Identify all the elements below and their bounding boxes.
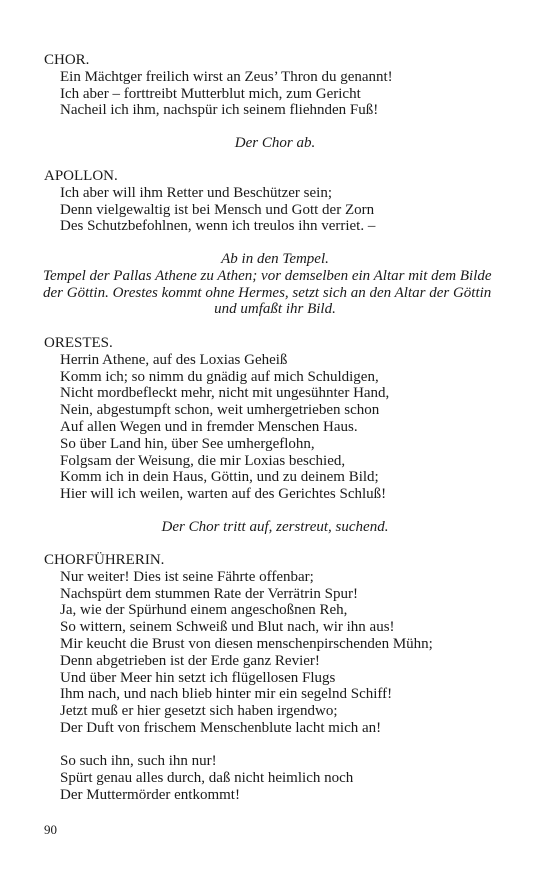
stage-direction: Der Chor tritt auf, zerstreut, suchend. xyxy=(161,519,389,535)
stage-direction-block xyxy=(44,251,506,318)
verse-line: Hier will ich weilen, warten auf des Gerichtes Schluß! xyxy=(60,486,387,503)
verse-line: Komm ich; so nimm du gnädig auf mich Schuldigen, xyxy=(60,368,379,385)
verse-line: Denn vielgewaltig ist bei Mensch und Gott der Zorn xyxy=(60,201,375,218)
verse-line: Folgsam der Weisung, die mir Loxias beschied, xyxy=(60,452,346,469)
verse-line: Der Duft von frischem Menschenblute lacht mich an! xyxy=(60,719,382,736)
page-number: 90 xyxy=(44,822,57,837)
chorfuehrerin-speech-cont xyxy=(44,753,506,803)
verse-line: Nur weiter! Dies ist seine Fährte offenbar; xyxy=(60,568,314,585)
verse-line: So wittern, seinem Schweiß und Blut nach, wir ihn aus! xyxy=(60,619,395,636)
verse-line: Jetzt muß er hier gesetzt sich haben irgendwo; xyxy=(60,703,338,720)
verse-line: Mir keucht die Brust von diesen menschenpirschenden Mühn; xyxy=(60,635,433,652)
stage-direction: Tempel der Pallas Athene zu Athen; vor demselben ein Altar mit dem Bilde xyxy=(43,267,492,284)
verse-line: Und über Meer hin setzt ich flügellosen Flugs xyxy=(60,669,336,686)
stage-direction: Ab in den Tempel. xyxy=(221,251,329,267)
verse-line: Ihm nach, und nach blieb hinter mir ein segelnd Schiff! xyxy=(60,686,393,703)
chor-speech xyxy=(44,52,506,119)
verse-line: Ein Mächtger freilich wirst an Zeus’ Thron du genannt! xyxy=(60,68,393,85)
verse-line: Komm ich in dein Haus, Göttin, und zu deinem Bild; xyxy=(60,469,379,486)
stage-direction: Der Chor ab. xyxy=(234,135,316,151)
verse-line: Ich aber will ihm Retter und Beschützer sein; xyxy=(60,184,332,201)
verse-line: Ich aber – forttreibt Mutterblut mich, zum Gericht xyxy=(60,85,361,102)
verse-line: Nachspürt dem stummen Rate der Verrätrin Spur! xyxy=(60,585,358,602)
apollon-speech xyxy=(44,168,506,235)
verse-line: Nicht mordbefleckt mehr, nicht mit ungesühnter Hand, xyxy=(60,385,390,402)
verse-line: So über Land hin, über See umhergeflohn, xyxy=(60,435,315,452)
verse-line: Nacheil ich ihm, nachspür ich seinem fliehnden Fuß! xyxy=(60,102,379,119)
verse-line: Spürt genau alles durch, daß nicht heimlich noch xyxy=(60,769,354,786)
orestes-speech xyxy=(44,335,506,503)
speaker-name: APOLLON. xyxy=(44,168,118,184)
verse-line: Auf allen Wegen und in fremder Menschen Haus. xyxy=(60,418,358,435)
verse-line: Der Muttermörder entkommt! xyxy=(60,786,240,803)
speaker-name: CHORFÜHRERIN. xyxy=(44,552,165,568)
stage-direction: und umfaßt ihr Bild. xyxy=(214,301,336,318)
verse-line: Des Schutzbefohlnen, wenn ich treulos ihn verriet. – xyxy=(60,218,376,235)
verse-line: Herrin Athene, auf des Loxias Geheiß xyxy=(60,351,288,368)
verse-line: Denn abgetrieben ist der Erde ganz Revier! xyxy=(60,652,320,669)
stage-direction: der Göttin. Orestes kommt ohne Hermes, setzt sich an den Altar der Göttin xyxy=(43,284,492,301)
speaker-name: ORESTES. xyxy=(44,335,113,351)
verse-line: So such ihn, such ihn nur! xyxy=(60,753,217,769)
chorfuehrerin-speech xyxy=(44,552,506,737)
verse-line: Nein, abgestumpft schon, weit umhergetrieben schon xyxy=(60,402,380,419)
speaker-name: CHOR. xyxy=(44,52,90,68)
verse-line: Ja, wie der Spürhund einem angeschoßnen Reh, xyxy=(60,602,348,619)
